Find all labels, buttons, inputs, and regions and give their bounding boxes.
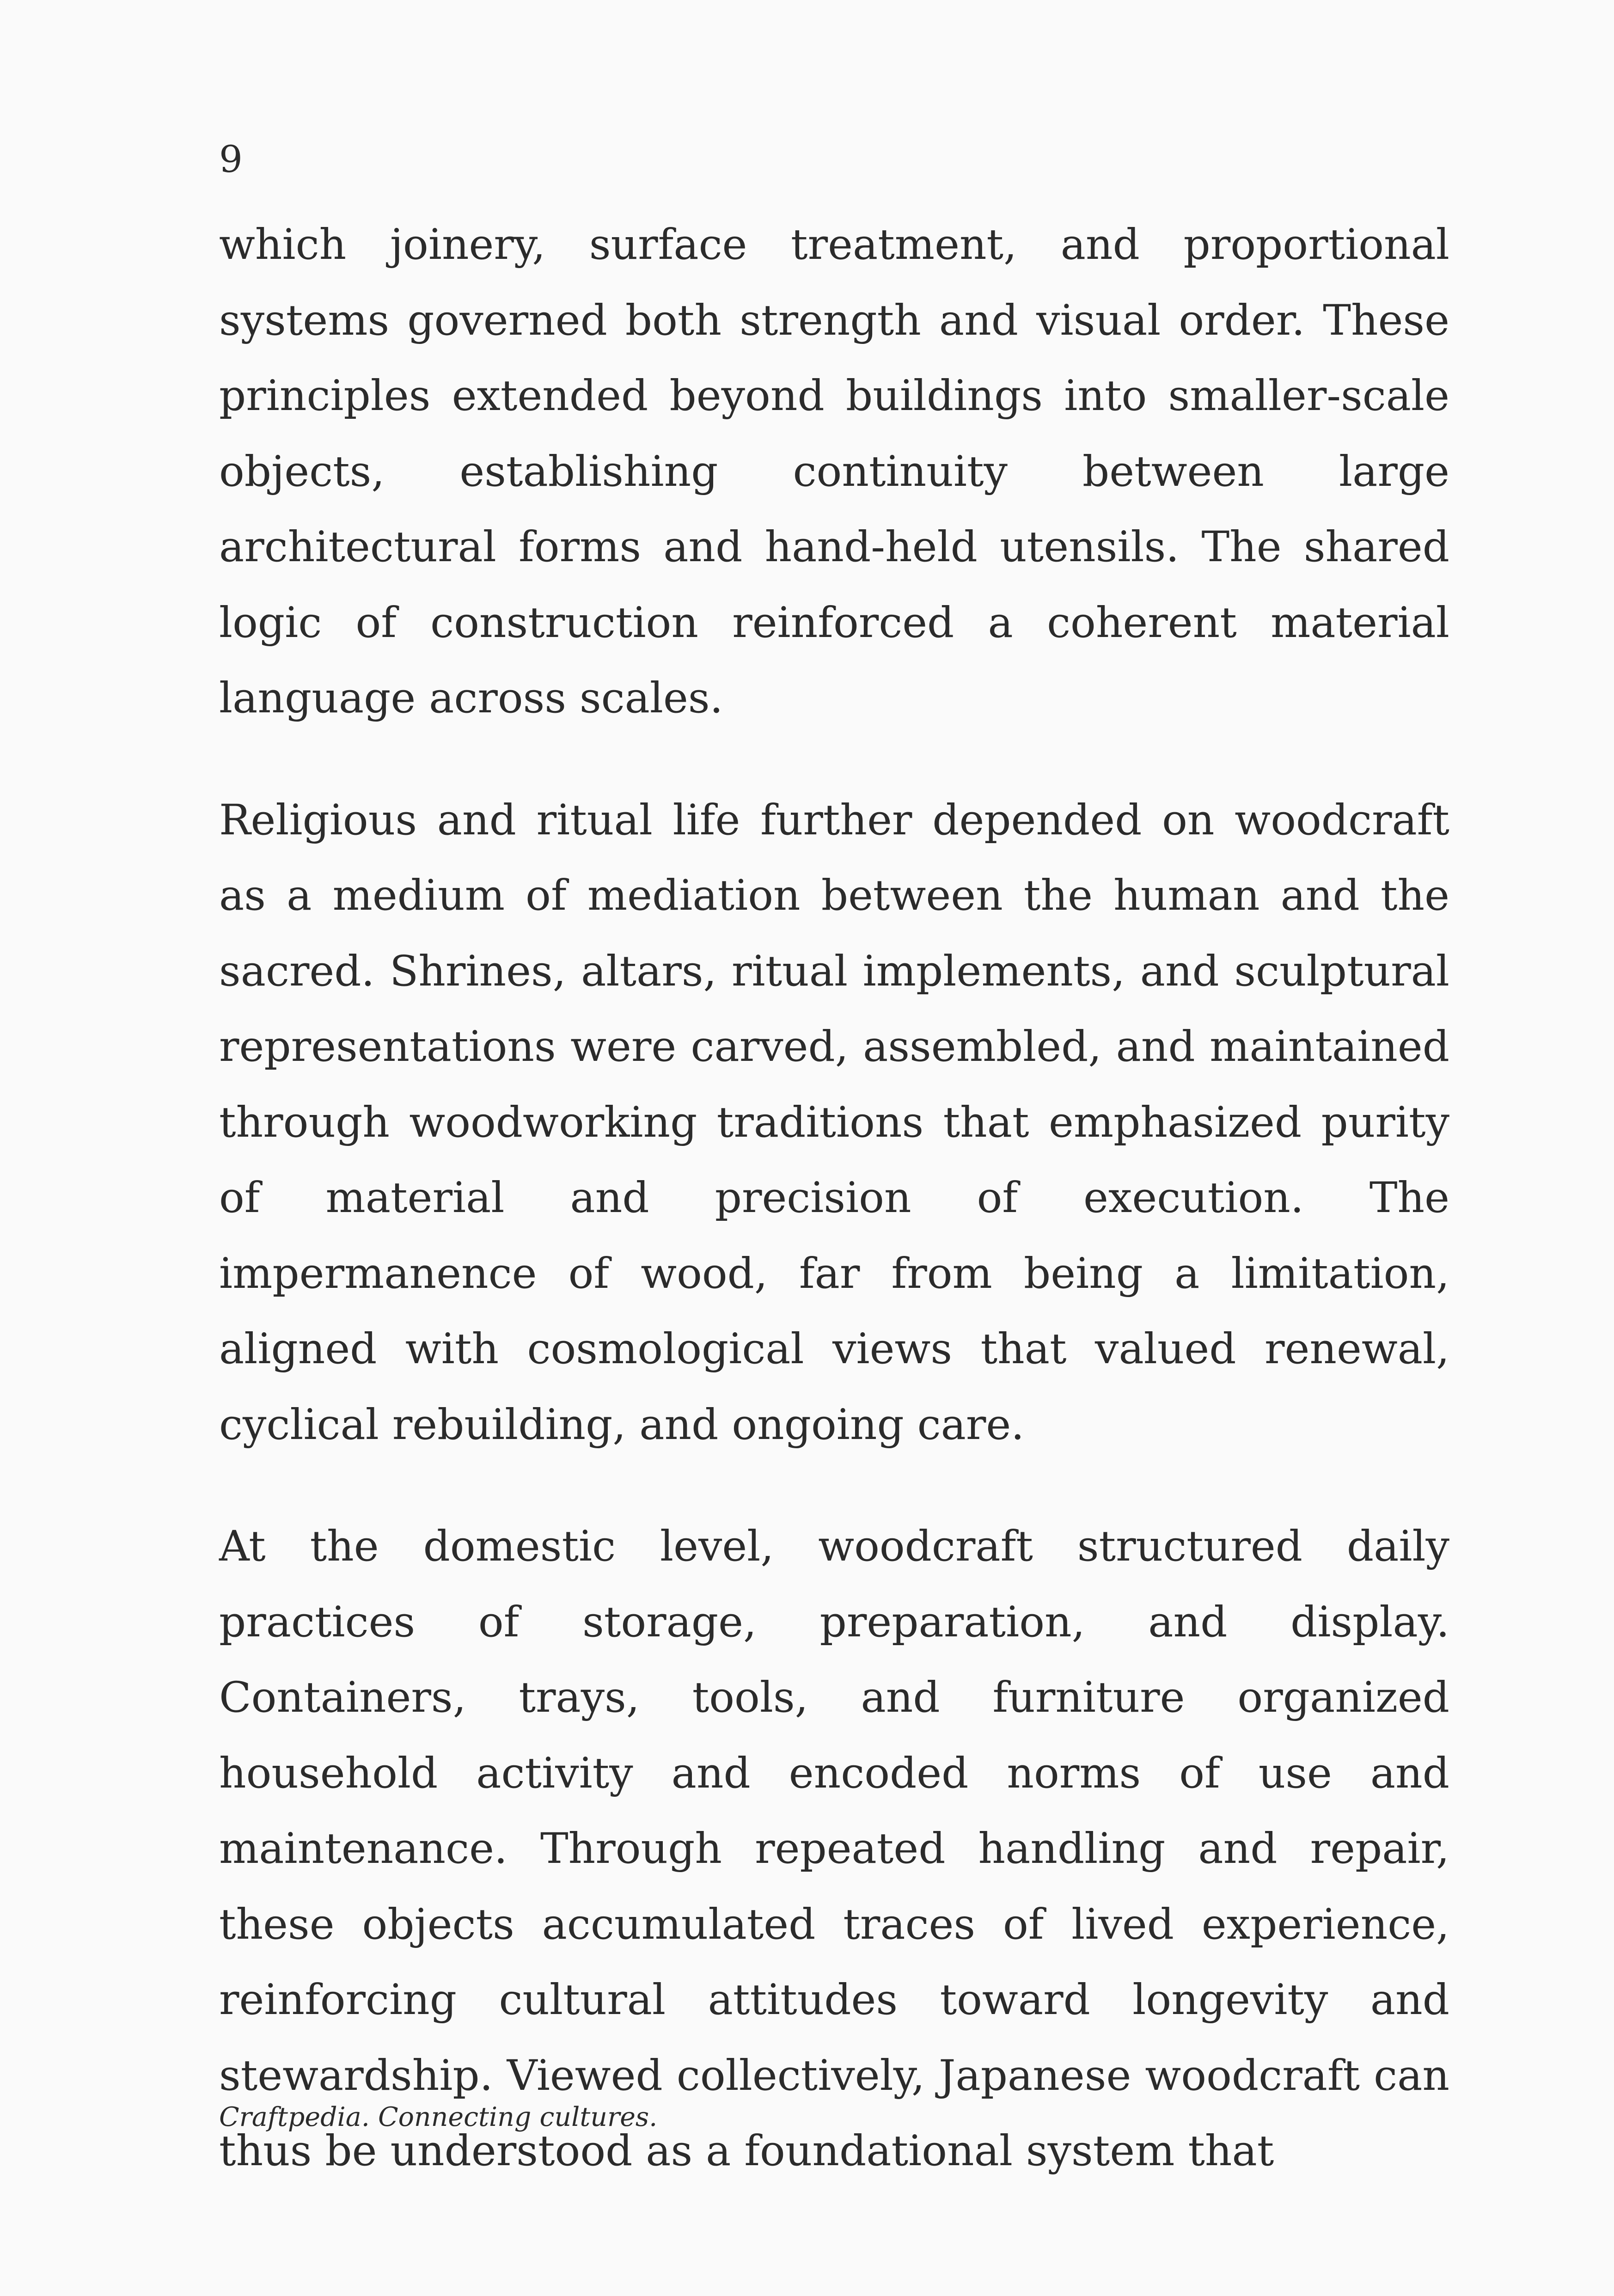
body-text <box>219 207 1449 2189</box>
paragraph-2: Religious and ritual life further depended on woodcraft as a medium of mediation between the human and the sacred. Shrines, altars, ritual implements, and sculptural representations were carved, assembled, and maintained through woodworking traditions that emphasized purity of material and precision of execution. The impermanence of wood, far from being a limitation, aligned with cosmological views that valued renewal, cyclical rebuilding, and ongoing care. <box>219 796 1449 1449</box>
page-number: 9 <box>219 138 243 181</box>
footer-tagline: Craftpedia. Connecting cultures. <box>219 2102 658 2132</box>
paragraph-1: which joinery, surface treatment, and proportional systems governed both strength and visual order. These principles extended beyond buildings into smaller-scale objects, establishing continuity between large architectural forms and hand-held utensils. The shared logic of construction reinforced a coherent material language across scales. <box>219 220 1449 722</box>
paragraph-3: At the domestic level, woodcraft structured daily practices of storage, preparation, and display. Containers, trays, tools, and furniture organized household activity and encoded norms of use and maintenance. Through repeated handling and repair, these objects accumulated traces of lived experience, reinforcing cultural attitudes toward longevity and stewardship. Viewed collectively, Japanese woodcraft can thus be understood as a foundational system that <box>219 1522 1449 2175</box>
